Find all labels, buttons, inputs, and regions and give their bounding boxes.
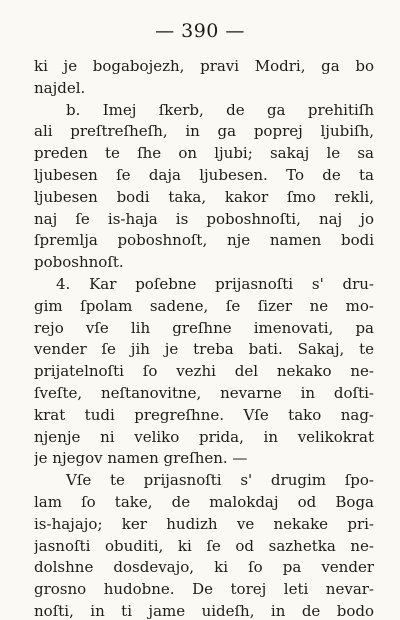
- text-line: preden te ſhe on ljubi; sakaj le sa: [34, 144, 374, 163]
- text-line: krat tudi pregreſhne. Vſe tako nag-: [34, 405, 374, 424]
- text-line: naj ſe is-haja is poboshnoſti, naj jo: [34, 209, 374, 228]
- text-line: gim ſpolam sadene, ſe ſizer ne mo-: [34, 296, 374, 315]
- text-line: ſveſte, neſtanovitne, nevarne in doſti-: [34, 383, 374, 402]
- text-line: lam ſo take, de malokdaj od Boga: [34, 492, 374, 511]
- text-line: is-hajajo; ker hudizh ve nekake pri-: [34, 514, 374, 533]
- text-line: ali preſtreſheſh, in ga poprej ljubiſh,: [34, 122, 374, 141]
- text-line: b. Imej ſkerb, de ga prehitiſh: [66, 100, 374, 119]
- text-line: noſti, in ti jame uideſh, in de bodo: [34, 601, 374, 620]
- text-line: njenje ni veliko prida, in velikokrat: [34, 427, 374, 446]
- text-line: je njegov namen greſhen. —: [34, 449, 248, 468]
- text-line: 4. Kar poſebne prijasnoſti s' dru-: [56, 274, 374, 293]
- text-line: ſpremlja poboshnoſt, nje namen bodi: [34, 231, 374, 250]
- text-line: dolshne dosdevajo, ki ſo pa vender: [34, 558, 374, 577]
- text-line: vender ſe jih je treba bati. Sakaj, te: [34, 340, 374, 359]
- page-number: — 390 —: [155, 20, 245, 42]
- text-line: prijatelnoſti ſo vezhi del nekako ne-: [34, 362, 374, 381]
- text-line: grosno hudobne. De torej leti nevar-: [34, 580, 374, 599]
- text-line: ljubesen ſe daja ljubesen. To de ta: [34, 165, 374, 184]
- text-line: rejo vſe lih greſhne imenovati, pa: [34, 318, 374, 337]
- text-line: jasnoſti obuditi, ki ſe od sazhetka ne-: [34, 536, 374, 555]
- body-text: [34, 56, 374, 620]
- text-line: najdel.: [34, 78, 86, 97]
- text-line: Vſe te prijasnoſti s' drugim ſpo-: [66, 471, 374, 490]
- text-line: poboshnoſt.: [34, 253, 124, 272]
- text-line: ljubesen bodi taka, kakor ſmo rekli,: [34, 187, 374, 206]
- text-line: ki je bogabojezh, pravi Modri, ga bo: [34, 57, 374, 75]
